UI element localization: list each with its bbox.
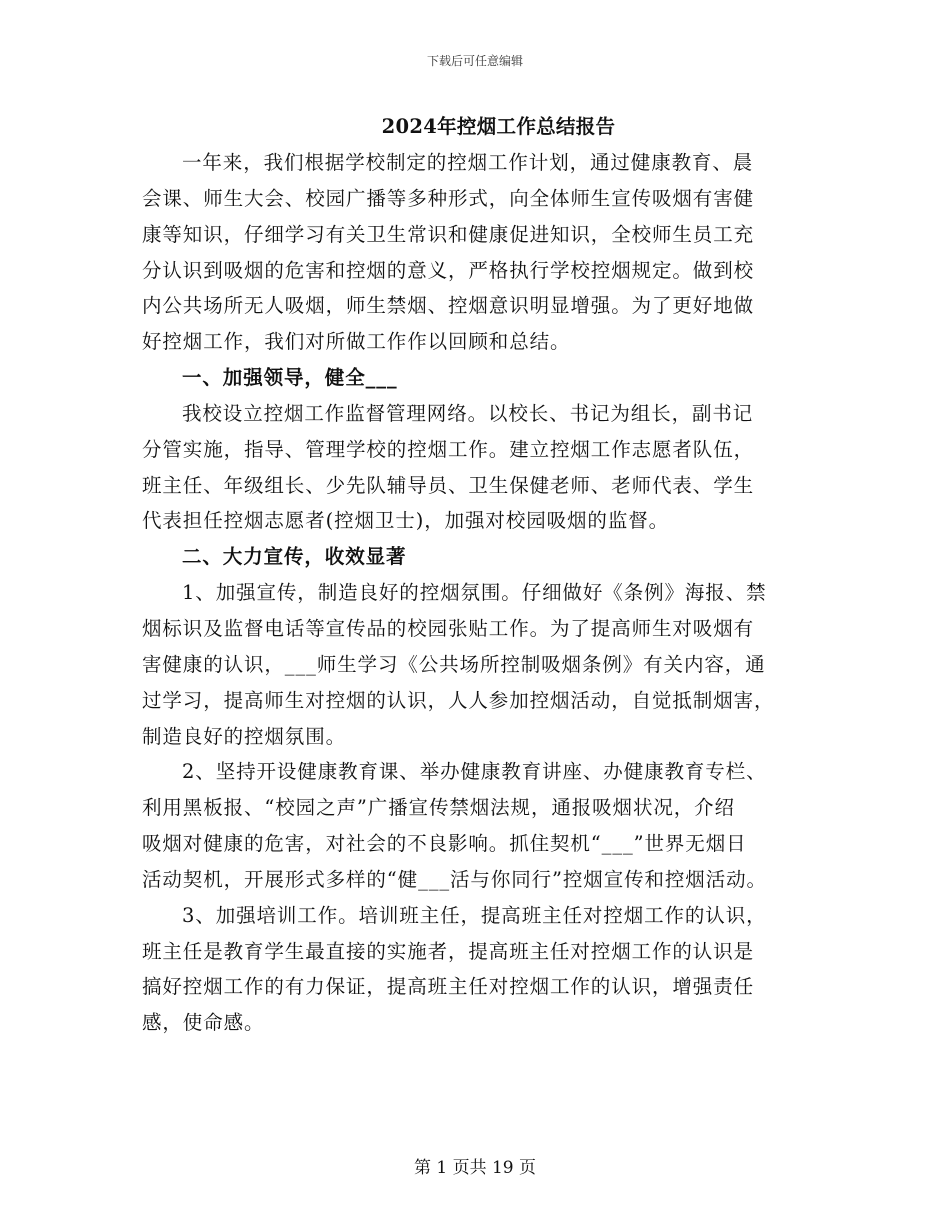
body-text-line: 利用黑板报、“校园之声”广播宣传禁烟法规，通报吸烟状况，介绍 bbox=[142, 796, 735, 820]
body-text-line: 害健康的认识，___师生学习《公共场所控制吸烟条例》有关内容，通 bbox=[142, 652, 766, 676]
body-text-line: 制造良好的控烟氛围。 bbox=[142, 724, 347, 748]
body-text-line: 活动契机，开展形式多样的“健___活与你同行”控烟宣传和控烟活动。 bbox=[142, 867, 767, 891]
body-text-line: 分管实施，指导、管理学校的控烟工作。建立控烟工作志愿者队伍， bbox=[142, 437, 755, 461]
body-text-line: 代表担任控烟志愿者(控烟卫士)，加强对校园吸烟的监督。 bbox=[142, 509, 670, 533]
body-text-line: 班主任、年级组长、少先队辅导员、卫生保健老师、老师代表、学生 bbox=[142, 473, 755, 497]
body-text-line: 2、坚持开设健康教育课、举办健康教育讲座、办健康教育专栏、 bbox=[182, 760, 767, 784]
section-heading: 二、大力宣传，收效显著 bbox=[182, 545, 407, 569]
document-title: 2024年控烟工作总结报告 bbox=[381, 115, 616, 138]
body-text-line: 过学习，提高师生对控烟的认识，人人参加控烟活动，自觉抵制烟害， bbox=[142, 688, 775, 712]
body-text-line: 班主任是教育学生最直接的实施者，提高班主任对控烟工作的认识是 bbox=[142, 939, 755, 963]
document-body bbox=[142, 145, 822, 1041]
section-heading: 一、加强领导，健全___ bbox=[182, 366, 398, 390]
body-text-line: 3、加强培训工作。培训班主任，提高班主任对控烟工作的认识， bbox=[182, 903, 767, 927]
body-text-line: 会课、师生大会、校园广播等多种形式，向全体师生宣传吸烟有害健 bbox=[142, 186, 755, 210]
body-text-line: 吸烟对健康的危害，对社会的不良影响。抓住契机“___”世界无烟日 bbox=[142, 832, 747, 856]
body-text-line: 一年来，我们根据学校制定的控烟工作计划，通过健康教育、晨 bbox=[182, 151, 754, 174]
body-text-line: 烟标识及监督电话等宣传品的校园张贴工作。为了提高师生对吸烟有 bbox=[142, 616, 755, 640]
body-text-line: 搞好控烟工作的有力保证，提高班主任对控烟工作的认识，增强责任 bbox=[142, 975, 755, 999]
body-text-line: 内公共场所无人吸烟，师生禁烟、控烟意识明显增强。为了更好地做 bbox=[142, 294, 755, 318]
page-header-note: 下载后可任意编辑 bbox=[426, 54, 523, 68]
body-text-line: 我校设立控烟工作监督管理网络。以校长、书记为组长，副书记 bbox=[182, 401, 754, 425]
body-text-line: 康等知识，仔细学习有关卫生常识和健康促进知识，全校师生员工充 bbox=[142, 222, 755, 246]
body-text-line: 1、加强宣传，制造良好的控烟氛围。仔细做好《条例》海报、禁 bbox=[182, 581, 767, 605]
page-footer-indicator: 第 1 页共 19 页 bbox=[413, 1158, 537, 1178]
body-text-line: 感，使命感。 bbox=[142, 1011, 265, 1035]
body-text-line: 分认识到吸烟的危害和控烟的意义，严格执行学校控烟规定。做到校 bbox=[142, 258, 755, 282]
body-text-line: 好控烟工作，我们对所做工作作以回顾和总结。 bbox=[142, 330, 571, 354]
